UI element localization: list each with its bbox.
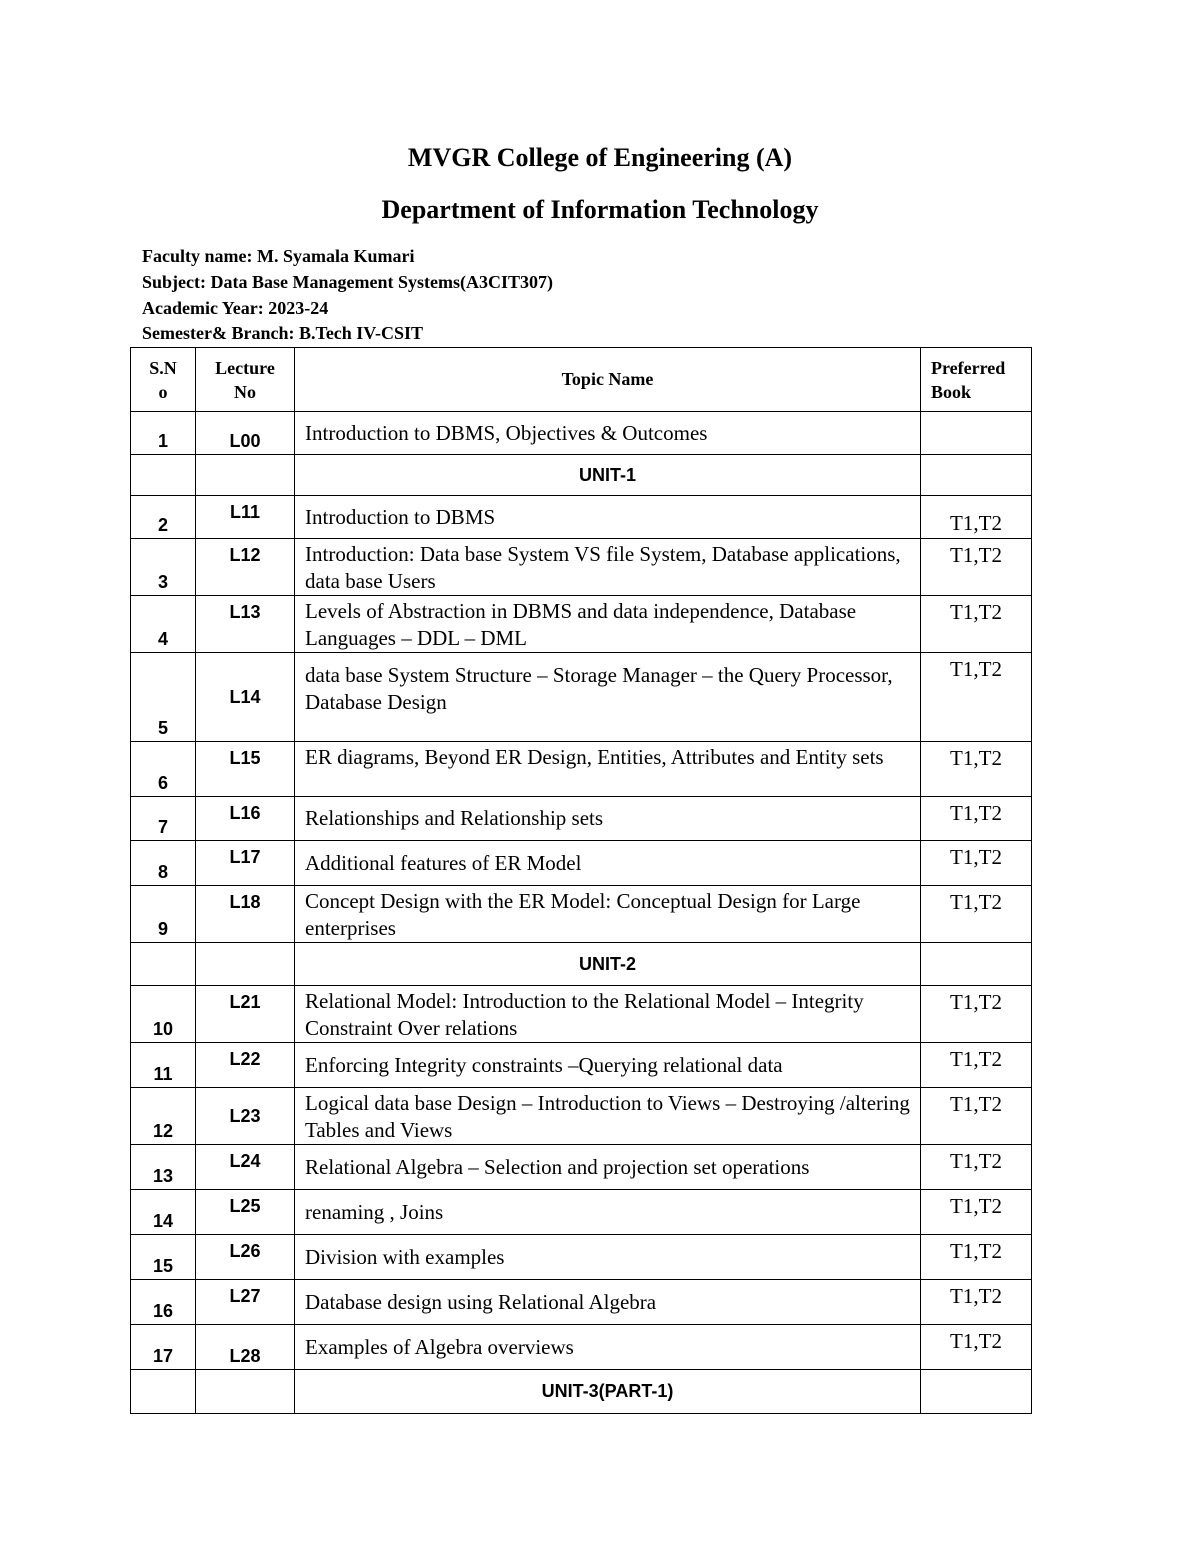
table-row (131, 1280, 1032, 1325)
book-cell: T1,T2 (921, 1325, 1032, 1370)
sno-cell: 11 (131, 1043, 196, 1088)
lecture-cell: L28 (196, 1325, 295, 1370)
sno-cell: 2 (131, 496, 196, 539)
sno-cell: 14 (131, 1190, 196, 1235)
lecture-cell: L17 (196, 841, 295, 886)
lecture-cell: L15 (196, 742, 295, 797)
lecture-cell: L14 (196, 653, 295, 742)
topic-cell: data base System Structure – Storage Manager – the Query Processor, Database Design (295, 653, 921, 742)
sno-cell: 17 (131, 1325, 196, 1370)
book-cell: T1,T2 (921, 1280, 1032, 1325)
column-header-sno-line2: o (158, 381, 168, 402)
book-cell: T1,T2 (921, 496, 1032, 539)
sno-cell: 7 (131, 797, 196, 841)
book-cell (921, 412, 1032, 455)
lecture-cell (196, 943, 295, 986)
table-row (131, 841, 1032, 886)
book-cell: T1,T2 (921, 596, 1032, 653)
sno-cell: 8 (131, 841, 196, 886)
table-row (131, 496, 1032, 539)
table-row (131, 596, 1032, 653)
table-row (131, 1235, 1032, 1280)
table-row (131, 412, 1032, 455)
sno-cell: 3 (131, 539, 196, 596)
lecture-cell (196, 455, 295, 496)
sno-cell: 12 (131, 1088, 196, 1145)
lecture-cell: L00 (196, 412, 295, 455)
column-header-sno-line1: S.N (149, 357, 177, 378)
column-header-book-line1: Preferred (931, 357, 1006, 378)
table-row (131, 539, 1032, 596)
lecture-cell: L21 (196, 986, 295, 1043)
column-header-lecture (196, 348, 295, 412)
column-header-topic: Topic Name (295, 348, 921, 412)
topic-cell: Introduction to DBMS, Objectives & Outcomes (295, 412, 921, 455)
table-row (131, 1325, 1032, 1370)
table-row (131, 1043, 1032, 1088)
unit-row (131, 943, 1032, 986)
topic-cell: Division with examples (295, 1235, 921, 1280)
lesson-plan-table (130, 347, 1032, 1414)
column-header-lecture-line1: Lecture (215, 357, 275, 378)
book-cell: T1,T2 (921, 986, 1032, 1043)
sno-cell (131, 943, 196, 986)
book-cell: T1,T2 (921, 841, 1032, 886)
table-row (131, 886, 1032, 943)
topic-cell: Concept Design with the ER Model: Conceptual Design for Large enterprises (295, 886, 921, 943)
topic-cell: Additional features of ER Model (295, 841, 921, 886)
lecture-cell: L18 (196, 886, 295, 943)
topic-cell: Database design using Relational Algebra (295, 1280, 921, 1325)
lecture-cell: L12 (196, 539, 295, 596)
book-cell: T1,T2 (921, 1235, 1032, 1280)
sno-cell: 15 (131, 1235, 196, 1280)
sno-cell (131, 455, 196, 496)
lecture-cell: L26 (196, 1235, 295, 1280)
topic-cell: Levels of Abstraction in DBMS and data independence, Database Languages – DDL – DML (295, 596, 921, 653)
topic-cell: Relational Algebra – Selection and projection set operations (295, 1145, 921, 1190)
academic-year: Academic Year: 2023-24 (142, 298, 329, 318)
semester-branch: Semester& Branch: B.Tech IV-CSIT (142, 323, 423, 343)
college-title: MVGR College of Engineering (A) (407, 143, 793, 172)
sno-cell (131, 1370, 196, 1414)
unit-heading: UNIT-3(PART-1) (295, 1370, 921, 1414)
sno-cell: 1 (131, 412, 196, 455)
lecture-cell: L16 (196, 797, 295, 841)
lecture-cell: L27 (196, 1280, 295, 1325)
book-cell: T1,T2 (921, 653, 1032, 742)
table-row (131, 742, 1032, 797)
topic-cell: Introduction: Data base System VS file System, Database applications, data base Users (295, 539, 921, 596)
book-cell (921, 455, 1032, 496)
sno-cell: 10 (131, 986, 196, 1043)
book-cell: T1,T2 (921, 1088, 1032, 1145)
lecture-cell: L11 (196, 496, 295, 539)
topic-cell: Relational Model: Introduction to the Relational Model – Integrity Constraint Over relations (295, 986, 921, 1043)
column-header-sno (131, 348, 196, 412)
topic-cell: Enforcing Integrity constraints –Querying relational data (295, 1043, 921, 1088)
book-cell: T1,T2 (921, 797, 1032, 841)
lecture-cell: L25 (196, 1190, 295, 1235)
topic-cell: Examples of Algebra overviews (295, 1325, 921, 1370)
sno-cell: 5 (131, 653, 196, 742)
topic-cell: ER diagrams, Beyond ER Design, Entities, Attributes and Entity sets (295, 742, 921, 797)
column-header-book-line2: Book (931, 381, 972, 402)
faculty-name: Faculty name: M. Syamala Kumari (142, 246, 415, 266)
column-header-lecture-line2: No (234, 381, 256, 402)
table-row (131, 797, 1032, 841)
unit-heading: UNIT-1 (295, 455, 921, 496)
lecture-cell (196, 1370, 295, 1414)
lecture-cell: L23 (196, 1088, 295, 1145)
topic-cell: renaming , Joins (295, 1190, 921, 1235)
book-cell (921, 943, 1032, 986)
book-cell: T1,T2 (921, 539, 1032, 596)
topic-cell: Logical data base Design – Introduction to Views – Destroying /altering Tables and Views (295, 1088, 921, 1145)
table-row (131, 1145, 1032, 1190)
unit-row (131, 455, 1032, 496)
table-row (131, 1190, 1032, 1235)
lecture-cell: L13 (196, 596, 295, 653)
unit-row (131, 1370, 1032, 1414)
lecture-cell: L22 (196, 1043, 295, 1088)
department-title: Department of Information Technology (381, 195, 819, 224)
topic-cell: Introduction to DBMS (295, 496, 921, 539)
table-row (131, 653, 1032, 742)
sno-cell: 6 (131, 742, 196, 797)
book-cell (921, 1370, 1032, 1414)
sno-cell: 13 (131, 1145, 196, 1190)
table-header-row (131, 348, 1032, 412)
sno-cell: 4 (131, 596, 196, 653)
column-header-book (921, 348, 1032, 412)
topic-cell: Relationships and Relationship sets (295, 797, 921, 841)
book-cell: T1,T2 (921, 886, 1032, 943)
table-row (131, 986, 1032, 1043)
book-cell: T1,T2 (921, 1190, 1032, 1235)
subject-name: Subject: Data Base Management Systems(A3CIT307) (142, 272, 553, 292)
book-cell: T1,T2 (921, 742, 1032, 797)
book-cell: T1,T2 (921, 1043, 1032, 1088)
table-row (131, 1088, 1032, 1145)
sno-cell: 16 (131, 1280, 196, 1325)
lecture-cell: L24 (196, 1145, 295, 1190)
sno-cell: 9 (131, 886, 196, 943)
unit-heading: UNIT-2 (295, 943, 921, 986)
book-cell: T1,T2 (921, 1145, 1032, 1190)
